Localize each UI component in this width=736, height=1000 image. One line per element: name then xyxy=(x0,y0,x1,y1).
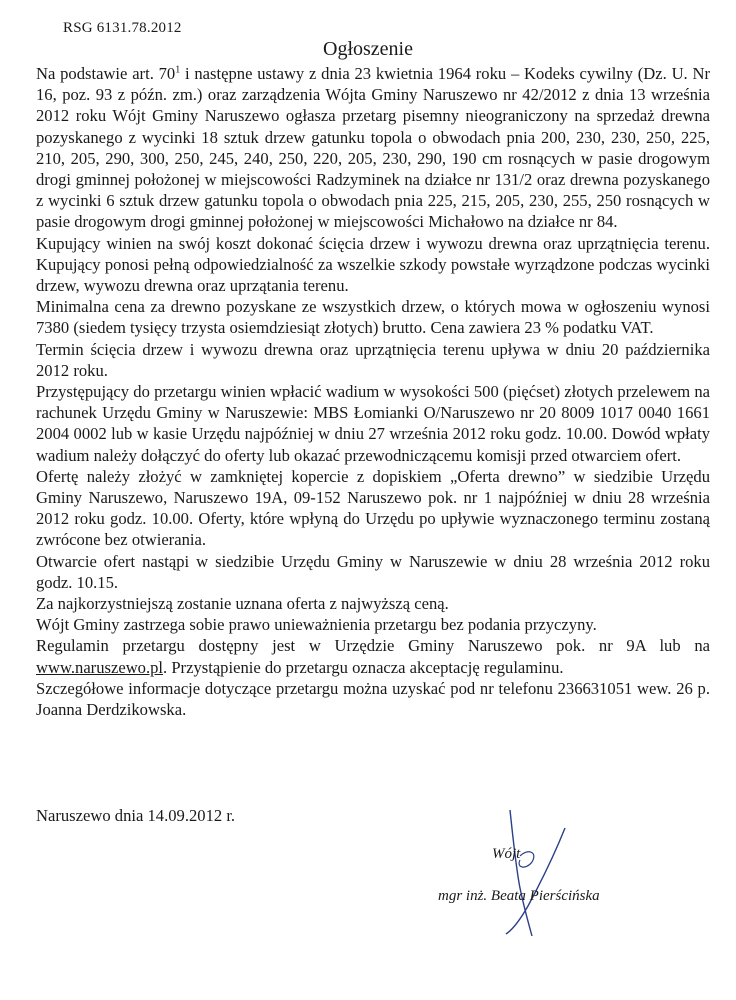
paragraph-offer-submission: Ofertę należy złożyć w zamkniętej kopercie z dopiskiem „Oferta drewno” w siedzibie Urzędu Gminy Naruszewo, Naruszewo 19A, 09-152 Naruszewo pok. nr 1 najpóźniej w dniu 28 września 2012 roku godz. 10.00. Oferty, które wpłyną do Urzędu po upływie wyznaczonego terminu zostaną zwrócone bez otwierania. xyxy=(36,466,710,550)
place-and-date: Naruszewo dnia 14.09.2012 r. xyxy=(36,806,236,825)
paragraph-buyer-obligations: Kupujący winien na swój koszt dokonać ścięcia drzew i wywozu drewna oraz uprzątnięcia terenu. Kupujący ponosi pełną odpowiedzialność za wszelkie szkody powstałe wyrządzone podczas wycinki drzew, wywozu drewna oraz uprzątania terenu. xyxy=(36,233,710,296)
paragraph-deposit: Przystępujący do przetargu winien wpłacić wadium w wysokości 500 (pięćset) złotych przelewem na rachunek Urzędu Gminy w Naruszewie: MBS Łomianki O/Naruszewo nr 20 8009 1017 0040 1661 2004 0002 lub w kasie Urzędu najpóźniej w dniu 27 września 2012 roku godz. 10.00. Dowód wpłaty wadium należy dołączyć do oferty lub okazać przewodniczącemu komisji przed otwarciem ofert. xyxy=(36,382,710,465)
paragraph-regulations: Regulamin przetargu dostępny jest w Urzędzie Gminy Naruszewo pok. nr 9A lub na www.naruszewo.pl. Przystąpienie do przetargu oznacza akceptację regulaminu. xyxy=(36,636,710,677)
paragraph-right-to-cancel: Wójt Gminy zastrzega sobie prawo unieważnienia przetargu bez podania przyczyny. xyxy=(36,615,597,635)
document-title: Ogłoszenie xyxy=(323,38,413,60)
paragraph-contact: Szczegółowe informacje dotyczące przetargu można uzyskać pod nr telefonu 236631051 wew. 26 p. Joanna Derdzikowska. xyxy=(36,678,710,720)
paragraph-deadline: Termin ścięcia drzew i wywozu drewna oraz uprzątnięcia terenu upływa w dniu 20 października 2012 roku. xyxy=(36,339,710,380)
document-body xyxy=(36,63,710,720)
paragraph-minimum-price: Minimalna cena za drewno pozyskane ze wszystkich drzew, o których mowa w ogłoszeniu wynosi 7380 (siedem tysięcy trzysta osiemdziesiąt złotych) brutto. Cena zawiera 23 % podatku VAT. xyxy=(36,297,710,338)
handwritten-signature xyxy=(480,808,590,938)
paragraph-legal-basis: Na podstawie art. $70^1$ i następne ustawy z dnia 23 kwietnia 1964 roku – Kodeks cywilny (Dz. U. Nr 16, poz. 93 z późn. zm.) oraz zarządzenia Wójta Gminy Naruszewo nr 42/2012 z dnia 13 września 2012 roku Wójt Gminy Naruszewo ogłasza przetarg pisemny nieograniczony na sprzedaż drewna pozyskanego z wycinki 18 sztuk drzew gatunku topola o obwodach pnia 200, 230, 230, 250, 225, 210, 205, 290, 300, 250, 245, 240, 250, 220, 205, 230, 290, 190 cm rosnących w pasie drogowym drogi gminnej położonej w miejscowości Radzyminek na działce nr 131/2 oraz drewna pozyskanego z wycinki 6 sztuk drzew gatunku topola o obwodach pnia 225, 215, 205, 230, 255, 250 rosnących w pasie drogowym drogi gminnej położonej w miejscowości Michałowo na działce nr 84. xyxy=(36,64,710,232)
superscript: 1 xyxy=(175,64,181,76)
signatory-name: mgr inż. Beata Pierścińska xyxy=(438,888,600,904)
website-link[interactable]: www.naruszewo.pl xyxy=(36,657,164,677)
paragraph-best-offer: Za najkorzystniejszą zostanie uznana oferta z najwyższą ceną. xyxy=(36,594,449,614)
signatory-title: Wójt xyxy=(492,846,521,862)
reference-number: RSG 6131.78.2012 xyxy=(63,20,182,36)
paragraph-opening: Otwarcie ofert nastąpi w siedzibie Urzędu Gminy w Naruszewie w dniu 28 września 2012 roku godz. 10.15. xyxy=(36,551,710,592)
